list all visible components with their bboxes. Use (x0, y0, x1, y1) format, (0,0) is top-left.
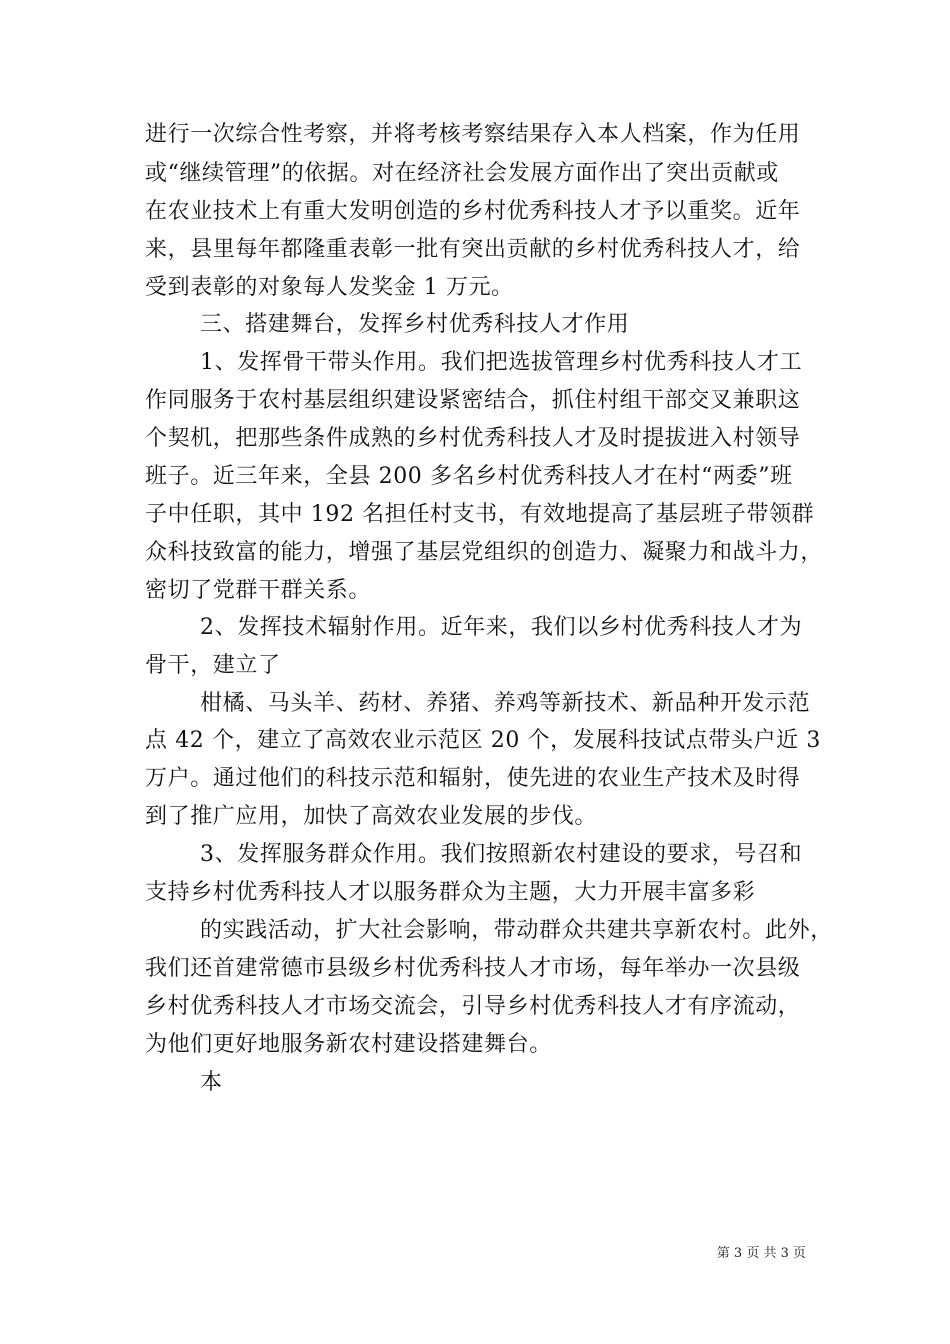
body-text-line: 支持乡村优秀科技人才以服务群众为主题，大力开展丰富多彩 (145, 880, 756, 905)
body-text-line: 3、发挥服务群众作用。我们按照新农村建设的要求，号召和 (200, 842, 803, 867)
body-text-line: 到了推广应用，加快了高效农业发展的步伐。 (145, 804, 598, 829)
body-text-line: 我们还首建常德市县级乡村优秀科技人才市场，每年举办一次县级 (145, 956, 801, 981)
body-text-line: 柑橘、马头羊、药材、养猪、养鸡等新技术、新品种开发示范 (200, 691, 811, 716)
body-text-line: 密切了党群干群关系。 (145, 578, 372, 603)
body-text-line: 或“继续管理”的依据。对在经济社会发展方面作出了突出贡献或 (145, 161, 779, 186)
section-heading: 三、搭建舞台，发挥乡村优秀科技人才作用 (200, 312, 630, 337)
body-text-line: 2、发挥技术辐射作用。近年来，我们以乡村优秀科技人才为 (200, 615, 803, 640)
body-text-line: 班子。近三年来，全县 200 多名乡村优秀科技人才在村“两委”班 (145, 464, 793, 489)
body-text-line: 为他们更好地服务新农村建设搭建舞台。 (145, 1032, 552, 1057)
body-text-line: 乡村优秀科技人才市场交流会，引导乡村优秀科技人才有序流动， (145, 994, 801, 1019)
page-number-footer: 第 3 页 共 3 页 (716, 1246, 806, 1261)
body-text-line: 来，县里每年都隆重表彰一批有突出贡献的乡村优秀科技人才，给 (145, 237, 801, 262)
body-text-line: 子中任职，其中 192 名担任村支书，有效地提高了基层班子带领群 (145, 502, 815, 527)
body-text-line: 进行一次综合性考察，并将考核考察结果存入本人档案，作为任用 (145, 122, 801, 147)
body-text-line: 万户。通过他们的科技示范和辐射，使先进的农业生产技术及时得 (145, 766, 801, 791)
body-text-line: 作同服务于农村基层组织建设紧密结合，抓住村组干部交叉兼职这 (145, 388, 801, 413)
body-text-line: 受到表彰的对象每人发奖金 1 万元。 (145, 275, 514, 300)
body-text-line: 的实践活动，扩大社会影响，带动群众共建共享新农村。此外， (200, 918, 833, 943)
body-text-line: 众科技致富的能力，增强了基层党组织的创造力、凝聚力和战斗力， (145, 540, 824, 565)
body-text-line: 点 42 个，建立了高效农业示范区 20 个，发展科技试点带头户近 3 (145, 728, 821, 753)
body-text-line: 个契机，把那些条件成熟的乡村优秀科技人才及时提拔进入村领导 (145, 426, 801, 451)
body-text-line: 在农业技术上有重大发明创造的乡村优秀科技人才予以重奖。近年 (145, 199, 801, 224)
body-text-line: 骨干，建立了 (145, 653, 281, 678)
body-text-line: 1、发挥骨干带头作用。我们把选拔管理乡村优秀科技人才工 (200, 350, 803, 375)
body-text-line: 本 (200, 1070, 223, 1095)
